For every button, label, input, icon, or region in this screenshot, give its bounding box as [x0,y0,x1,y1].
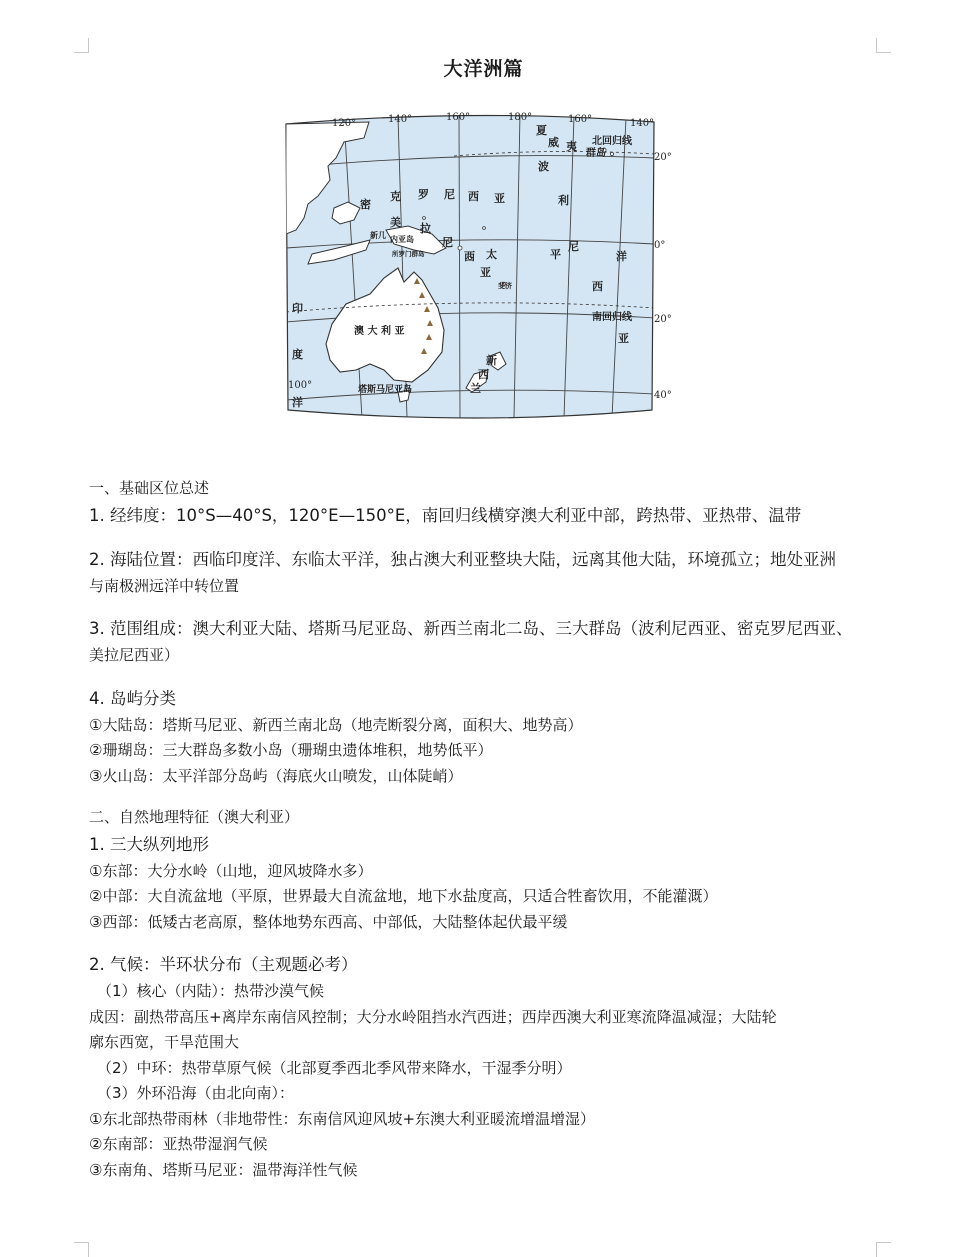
region-char: 美 [390,216,401,229]
tasmania-label: 塔斯马尼亚岛 [358,385,413,395]
region-char: 新 [486,354,497,367]
list-item: ②中部：大自流盆地（平原，世界最大自流盆地，地下水盐度高，只适合牲畜饮用，不能灌溉） [89,887,718,905]
region-char: 洋 [616,250,627,263]
region-char: 兰 [470,382,481,395]
australia-label: 澳 大 利 亚 [354,326,405,337]
lon-label: 120° [332,118,357,129]
section-heading: 一、基础区位总述 [89,479,210,497]
lat-label: 20° [654,152,672,163]
paragraph: 与南极洲远洋中转位置 [89,576,240,595]
paragraph: 2. 海陆位置：西临印度洋、东临太平洋，独占澳大利亚整块大陆，远离其他大陆，环境孤立；地处亚洲 [89,549,836,569]
list-item: ①东北部热带雨林（非地带性：东南信风迎风坡+东澳大利亚暖流增温增湿） [89,1109,596,1128]
list-item: ①东部：大分水岭（山地，迎风坡降水多） [89,861,373,880]
oceania-map [274,108,682,428]
region-char: 尼 [568,240,579,253]
region-char: 平 [550,248,561,261]
paragraph: 1. 经纬度：10°S—40°S，120°E—150°E，南回归线横穿澳大利亚中部，跨热带、亚热带、温带 [89,505,802,525]
region-char: 洋 [292,396,303,409]
region-char: 尼 [442,236,453,249]
list-item: ③火山岛：太平洋部分岛屿（海底火山喷发，山体陡峭） [89,766,463,785]
paragraph: 3. 范围组成：澳大利亚大陆、塔斯马尼亚岛、新西兰南北二岛、三大群岛（波利尼西亚、密克罗尼西亚、 [89,619,853,638]
lat-label: 20° [654,314,672,325]
region-char: 太 [486,248,497,261]
region-char: 夷 [566,140,577,153]
sub-heading: （2）中环：热带草原气候（北部夏季西北季风带来降水，干湿季分明） [97,1058,572,1077]
region-char: 威 [548,136,559,149]
lon-label: 140° [388,114,413,125]
region-char: 利 [558,194,569,207]
page-corner-mark [876,38,891,53]
list-item: ①大陆岛：塔斯马尼亚、新西兰南北岛（地壳断裂分离，面积大、地势高） [89,715,583,734]
region-char: 亚 [494,192,505,205]
region-char: 西 [478,368,489,381]
region-char: 尼 [444,188,455,201]
paragraph: 4. 岛屿分类 [89,688,176,708]
page-corner-mark [74,38,89,53]
new-guinea-label: 新几 [370,230,386,240]
paragraph: 1. 三大纵列地形 [89,834,209,854]
list-item: ②东南部：亚热带湿润气候 [89,1135,268,1153]
new-guinea-label: 内亚岛 [390,234,414,244]
paragraph: 成因：副热带高压+离岸东南信风控制；大分水岭阻挡水汽西进；西岸西澳大利亚寒流降温减湿；大陆轮 [89,1007,777,1026]
region-char: 罗 [418,188,429,201]
page-title: 大洋洲篇 [443,58,524,80]
region-char: 拉 [420,222,431,235]
list-item: ③西部：低矮古老高原，整体地势东西高、中部低，大陆整体起伏最平缓 [89,912,568,931]
islands-label: 群岛 [586,148,606,159]
tropic-s-label: 南回归线 [592,312,632,323]
region-char: 亚 [618,332,629,345]
map-frame [286,115,654,418]
region-char: 夏 [536,124,547,137]
region-char: 西 [592,280,603,293]
list-item: ③东南角、塔斯马尼亚：温带海洋性气候 [89,1160,358,1179]
section-heading: 二、自然地理特征（澳大利亚） [89,808,300,826]
region-char: 西 [468,190,479,203]
region-char: 亚 [480,266,491,279]
lat-label: 40° [654,390,672,401]
region-char: 度 [292,348,303,361]
paragraph: 2. 气候：半环状分布（主观题必考） [89,955,358,974]
lon-label: 180° [508,112,533,123]
list-item: ②珊瑚岛：三大群岛多数小岛（珊瑚虫遗体堆积，地势低平） [89,741,493,759]
solomon-label: 所罗门群岛 [392,250,425,258]
tropic-n-label: 北回归线 [592,136,632,147]
document-body [89,476,889,1183]
sub-heading: （3）外环沿海（由北向南）： [97,1084,295,1102]
region-char: 波 [538,160,549,173]
lat-label: 0° [654,240,666,251]
paragraph: 美拉尼西亚） [89,646,180,664]
paragraph: 廓东西宽，干旱范围大 [89,1033,240,1051]
region-char: 印 [292,302,303,315]
lon-label: 100° [288,380,313,391]
region-char: 西 [464,250,475,263]
lon-label: 160° [568,114,593,125]
sub-heading: （1）核心（内陆）：热带沙漠气候 [97,982,325,1000]
fiji-label: 斐济 [498,281,512,290]
lon-label: 140° [630,118,655,129]
region-char: 密 [360,198,371,211]
region-char: 克 [390,190,401,203]
lon-label: 160° [446,112,471,123]
